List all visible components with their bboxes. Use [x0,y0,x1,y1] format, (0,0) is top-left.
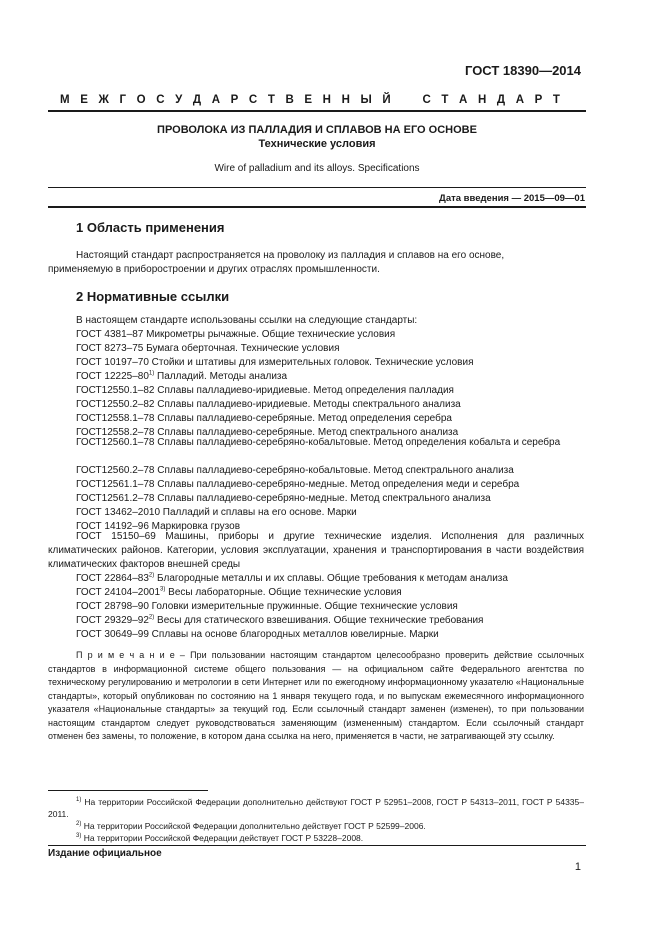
footnote-1: $^{1)}$ На территории Российской Федерации дополнительно действуют ГОСТ Р 52951–2008, ГОСТ Р 54313–2011, ГОСТ Р 54335–2011. [48,797,584,819]
banner-letter: А [211,94,221,106]
reference-item: ГОСТ12560.1–78 Сплавы палладиево-серебряно-кобальтовые. Метод определения кобальта и серебра [76,437,561,448]
banner-letter: Д [496,94,506,106]
banner-letter: Е [80,94,88,106]
banner-letter: С [156,94,165,106]
banner-letter: Т [267,94,275,106]
reference-item: ГОСТ 10197–70 Стойки и штативы для измерительных головок. Технические условия [76,357,474,368]
document-subtitle: Технические условия [258,138,376,150]
section-1-heading: 1 Область применения [76,220,225,235]
banner-letter: Р [230,94,239,106]
section-1-text-line-1: Настоящий стандарт распространяется на проволоку из палладия и сплавов на его основе, [76,250,505,261]
reference-item: ГОСТ 24104–2001$^{3)}$ Весы лабораторные. Общие технические условия [76,586,402,598]
banner-letter: Н [477,94,487,106]
banner-letter: Е [304,94,313,106]
banner-letter: О [136,94,146,106]
reference-item: ГОСТ 4381–87 Микрометры рычажные. Общие технические условия [76,329,396,340]
reference-item: ГОСТ 12225–80$^{1)}$ Палладий. Методы анализа [76,370,288,382]
banner-letter: Н [322,94,331,106]
banner-letter: М [60,94,70,106]
reference-item: ГОСТ12558.1–78 Сплавы палладиево-серебряные. Метод определения серебра [76,413,452,424]
reference-item: ГОСТ 8273–75 Бумага оберточная. Технические условия [76,343,340,354]
banner-letter: А [459,94,468,106]
banner-letter: У [175,94,183,106]
interstate-standard-banner [60,94,560,106]
standard-number: ГОСТ 18390—2014 [465,63,581,78]
banner-letter: С [248,94,258,106]
banner-letter: Т [552,94,560,106]
banner-letter: Н [341,94,350,106]
reference-item: ГОСТ12561.1–78 Сплавы палладиево-серебряно-медные. Метод определения меди и серебра [76,479,520,490]
reference-item: ГОСТ 28798–90 Головки измерительные пружинные. Общие технические условия [76,601,458,612]
banner-letter: Ж [98,94,109,106]
banner-letter: Р [534,94,543,106]
date-rule-bottom [48,206,586,208]
reference-item: ГОСТ 30649–99 Сплавы на основе благородных металлов ювелирные. Марки [76,629,439,640]
banner-letter: Т [441,94,449,106]
banner-letter: А [515,94,525,106]
note-label: П р и м е ч а н и е [76,650,175,660]
introduction-date: Дата введения — 2015—09—01 [439,193,585,204]
reference-item: ГОСТ12550.2–82 Сплавы палладиево-иридиевые. Методы спектрального анализа [76,399,461,410]
banner-letter: Д [192,94,202,106]
references-note [48,649,584,744]
official-edition-label: Издание официальное [48,848,162,859]
reference-item: ГОСТ12558.2–78 Сплавы палладиево-серебряные. Метод спектрального анализа [76,427,459,438]
reference-item: ГОСТ 22864–83$^{2)}$ Благородные металлы и их сплавы. Общие требования к методам анализа [76,572,508,584]
banner-letter: Ы [360,94,372,106]
section-1-text-line-2: применяемую в приборостроении и других отраслях промышленности. [48,264,380,275]
reference-item: ГОСТ 13462–2010 Палладий и сплавы на его основе. Марки [76,507,357,518]
footnote-2: $^{2)}$ На территории Российской Федерации дополнительно действует ГОСТ Р 52599–2006. [76,821,426,831]
note-text: – При пользовании настоящим стандартом целесообразно проверить действие ссылочных стандартов в информационной системе общего пользования — на официальном сайте Федерального агентства по техническому регулированию и метрологии в сети Интернет или по ежегодному информационному указателю «Национальные стандарты», который опубликован по состоянию на 1 января текущего года, и по выпускам ежемесячного информационного указателя «Национальные стандарты» за текущий год. Если ссылочный стандарт заменен (изменен), то при пользовании настоящим стандартом следует руководствоваться заменяющим (измененным) стандартом. Если ссылочный стандарт отменен без замены, то положение, в котором дана ссылка на него, применяется в части, не затрагивающей эту ссылку. [48,650,584,741]
banner-letter: Й [382,94,391,106]
banner-letter: В [285,94,294,106]
footnote-separator [48,790,208,791]
header-rule [48,110,586,112]
reference-item: ГОСТ12550.1–82 Сплавы палладиево-иридиевые. Метод определения палладия [76,385,454,396]
banner-letter: Г [119,94,127,106]
document-title: ПРОВОЛОКА ИЗ ПАЛЛАДИЯ И СПЛАВОВ НА ЕГО ОСНОВЕ [157,124,477,136]
reference-item: ГОСТ 29329–92$^{2)}$ Весы для статического взвешивания. Общие технические требования [76,614,484,626]
banner-letter: С [422,94,431,106]
footnote-3: $^{3)}$ На территории Российской Федерации действует ГОСТ Р 53228–2008. [76,833,364,843]
page-number: 1 [574,861,581,873]
english-title: Wire of palladium and its alloys. Specifications [214,163,420,174]
date-rule-top [48,187,586,188]
references-lead: В настоящем стандарте использованы ссылки на следующие стандарты: [76,315,418,326]
section-2-heading: 2 Нормативные ссылки [76,289,230,304]
reference-item: ГОСТ 15150–69 Машины, приборы и другие технические изделия. Исполнения для различных климатических районов. Категории, условия эксплуатации, хранения и транспортирования в части воздействия климатических факторов внешней среды [48,531,584,570]
reference-item: ГОСТ12561.2–78 Сплавы палладиево-серебряно-медные. Метод спектрального анализа [76,493,491,504]
reference-item: ГОСТ12560.2–78 Сплавы палладиево-серебряно-кобальтовые. Метод спектрального анализа [76,465,514,476]
reference-item: ГОСТ 14192–96 Маркировка грузов [76,521,241,532]
footer-rule [48,845,586,846]
